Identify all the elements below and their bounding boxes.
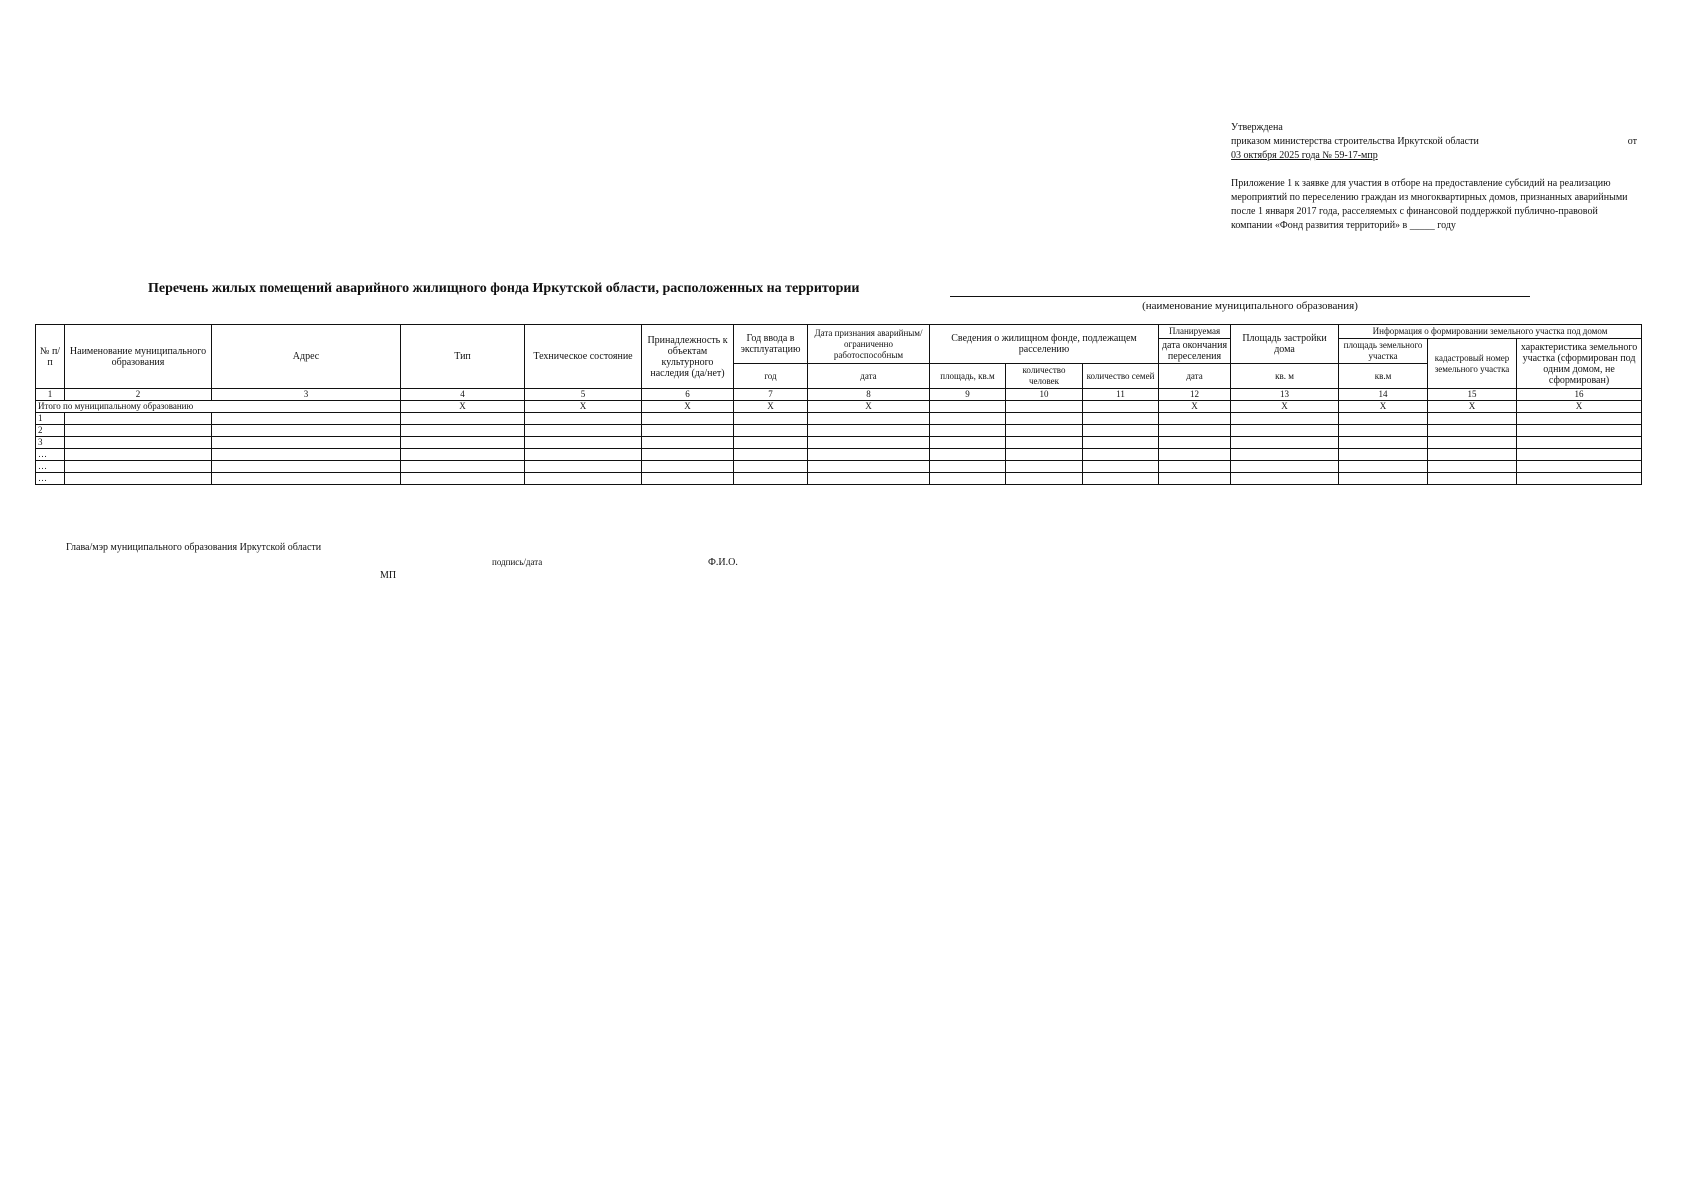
table-cell <box>808 473 930 485</box>
table-cell <box>1339 473 1428 485</box>
table-cell <box>930 449 1006 461</box>
header-mun-name: Наименование муниципального образования <box>65 325 212 389</box>
table-cell <box>734 425 808 437</box>
total-label: Итого по муниципальному образованию <box>36 401 401 413</box>
table-cell <box>1517 473 1642 485</box>
header-address: Адрес <box>212 325 401 389</box>
annex-text: Приложение 1 к заявке для участия в отборе на предоставление субсидий на реализацию мероприятий по переселению граждан из многоквартирных домов, признанных аварийными после 1 января 2017 года, расселяемых с финансовой поддержкой публично-правовой компании «Фонд развития территорий» в _____ году <box>1231 178 1628 231</box>
housing-register-table <box>35 324 1642 485</box>
total-cell: X <box>1339 401 1428 413</box>
table-row <box>36 473 1642 485</box>
table-cell <box>65 449 212 461</box>
table-cell <box>930 473 1006 485</box>
table-cell <box>1231 449 1339 461</box>
header-type: Тип <box>401 325 525 389</box>
table-row <box>36 425 1642 437</box>
column-number: 2 <box>65 389 212 401</box>
table-cell <box>65 413 212 425</box>
total-cell: X <box>808 401 930 413</box>
approval-line-2 <box>1231 135 1637 149</box>
table-cell <box>734 461 808 473</box>
header-land-char: характеристика земельного участка (сформирован под одним домом, не сформирован) <box>1517 339 1642 389</box>
header-sqm: кв. м <box>1231 364 1339 389</box>
row-number: … <box>36 461 65 473</box>
table-cell <box>1339 425 1428 437</box>
table-cell <box>1159 473 1231 485</box>
table-row <box>36 461 1642 473</box>
column-number: 1 <box>36 389 65 401</box>
table-cell <box>401 461 525 473</box>
table-cell <box>65 473 212 485</box>
column-number: 6 <box>642 389 734 401</box>
table-cell <box>1159 449 1231 461</box>
table-cell <box>930 413 1006 425</box>
table-cell <box>1231 461 1339 473</box>
table-cell <box>401 437 525 449</box>
table-cell <box>401 425 525 437</box>
header-year-commission: Год ввода в эксплуатацию <box>734 325 808 364</box>
table-cell <box>212 473 401 485</box>
signature-fio-label: Ф.И.О. <box>708 557 738 568</box>
table-cell <box>1006 425 1083 437</box>
header-housing-info: Сведения о жилищном фонде, подлежащем расселению <box>930 325 1159 364</box>
table-cell <box>1428 461 1517 473</box>
table-body <box>36 413 1642 485</box>
row-number: … <box>36 473 65 485</box>
signature-stamp-label: МП <box>380 570 397 581</box>
table-cell <box>642 425 734 437</box>
table-cell <box>1428 473 1517 485</box>
approval-block <box>1231 121 1637 233</box>
table-row <box>36 413 1642 425</box>
column-number: 13 <box>1231 389 1339 401</box>
header-land-area: площадь земельного участка <box>1339 339 1428 364</box>
municipality-caption: (наименование муниципального образования) <box>1142 300 1358 312</box>
column-number: 5 <box>525 389 642 401</box>
table-cell <box>525 461 642 473</box>
table-cell <box>1517 461 1642 473</box>
table-cell <box>65 461 212 473</box>
row-number: 1 <box>36 413 65 425</box>
total-cell: X <box>1159 401 1231 413</box>
column-number-row <box>36 389 1642 401</box>
total-cell <box>1006 401 1083 413</box>
table-cell <box>1517 449 1642 461</box>
table-cell <box>930 425 1006 437</box>
table-cell <box>1083 449 1159 461</box>
table-cell <box>1006 437 1083 449</box>
table-cell <box>1517 425 1642 437</box>
signature-sign-label: подпись/дата <box>492 557 543 567</box>
header-sqm-2: кв.м <box>1339 364 1428 389</box>
header-date-2: дата <box>1159 364 1231 389</box>
table-cell <box>1231 413 1339 425</box>
total-row <box>36 401 1642 413</box>
header-tech-state: Техническое состояние <box>525 325 642 389</box>
table-cell <box>1339 449 1428 461</box>
table-cell <box>930 461 1006 473</box>
table-cell <box>642 473 734 485</box>
header-planned: Планируемая <box>1159 325 1231 339</box>
approval-order-number: 03 октября 2025 года № 59-17-мпр <box>1231 150 1378 161</box>
table-cell <box>525 449 642 461</box>
header-row-1 <box>36 325 1642 339</box>
table-cell <box>212 425 401 437</box>
table-cell <box>401 449 525 461</box>
column-number: 11 <box>1083 389 1159 401</box>
total-cell <box>1083 401 1159 413</box>
total-cell: X <box>401 401 525 413</box>
table-cell <box>1159 437 1231 449</box>
header-date: дата <box>808 364 930 389</box>
table-cell <box>1159 461 1231 473</box>
header-people: количество человек <box>1006 364 1083 389</box>
row-number: 3 <box>36 437 65 449</box>
header-families: количество семей <box>1083 364 1159 389</box>
column-number: 4 <box>401 389 525 401</box>
total-cell: X <box>734 401 808 413</box>
header-cadastral: кадастровый номер земельного участка <box>1428 339 1517 389</box>
table-cell <box>525 413 642 425</box>
table-cell <box>1083 437 1159 449</box>
table-cell <box>212 449 401 461</box>
column-number: 8 <box>808 389 930 401</box>
table-cell <box>525 437 642 449</box>
table-cell <box>734 473 808 485</box>
header-heritage: Принадлежность к объектам культурного наследия (да/нет) <box>642 325 734 389</box>
header-planned-end: дата окончания переселения <box>1159 339 1231 364</box>
table-cell <box>65 437 212 449</box>
header-land-info: Информация о формировании земельного участка под домом <box>1339 325 1642 339</box>
signature-head-label: Глава/мэр муниципального образования Иркутской области <box>66 542 322 553</box>
table-cell <box>1517 437 1642 449</box>
table-cell <box>1428 425 1517 437</box>
table-cell <box>1339 461 1428 473</box>
table-cell <box>808 437 930 449</box>
table-cell <box>1006 461 1083 473</box>
table-cell <box>1517 413 1642 425</box>
row-number: … <box>36 449 65 461</box>
table-cell <box>1159 413 1231 425</box>
header-date-recognition: Дата признания аварийным/ограниченно работоспособным <box>808 325 930 364</box>
table-cell <box>808 461 930 473</box>
table-cell <box>1428 449 1517 461</box>
table-cell <box>1083 413 1159 425</box>
table-cell <box>1083 473 1159 485</box>
table-cell <box>642 413 734 425</box>
table-cell <box>212 461 401 473</box>
table-cell <box>1339 413 1428 425</box>
table-cell <box>1231 473 1339 485</box>
total-cell: X <box>1517 401 1642 413</box>
table-cell <box>734 413 808 425</box>
table-cell <box>1083 425 1159 437</box>
header-build-area: Площадь застройки дома <box>1231 325 1339 364</box>
table-cell <box>1428 413 1517 425</box>
table-cell <box>525 473 642 485</box>
approval-line-1: Утверждена <box>1231 122 1283 133</box>
table-cell <box>808 449 930 461</box>
header-year: год <box>734 364 808 389</box>
column-number: 3 <box>212 389 401 401</box>
table-row <box>36 437 1642 449</box>
table-cell <box>1006 413 1083 425</box>
table-cell <box>808 413 930 425</box>
table-cell <box>1006 473 1083 485</box>
table-cell <box>734 449 808 461</box>
table-cell <box>212 413 401 425</box>
header-area-sqm: площадь, кв.м <box>930 364 1006 389</box>
column-number: 15 <box>1428 389 1517 401</box>
approval-from-label: от <box>1627 136 1637 147</box>
table-cell <box>1006 449 1083 461</box>
row-number: 2 <box>36 425 65 437</box>
table-cell <box>401 413 525 425</box>
table-row <box>36 449 1642 461</box>
table-cell <box>1231 425 1339 437</box>
column-number: 12 <box>1159 389 1231 401</box>
approval-order-text: приказом министерства строительства Иркутской области <box>1231 136 1479 147</box>
column-number: 9 <box>930 389 1006 401</box>
table-cell <box>1083 461 1159 473</box>
column-number: 10 <box>1006 389 1083 401</box>
total-cell: X <box>642 401 734 413</box>
table-cell <box>808 425 930 437</box>
total-cell: X <box>1428 401 1517 413</box>
table-cell <box>212 437 401 449</box>
table-cell <box>930 437 1006 449</box>
table-cell <box>734 437 808 449</box>
document-title: Перечень жилых помещений аварийного жилищного фонда Иркутской области, расположенных на территории <box>148 281 860 296</box>
total-cell <box>930 401 1006 413</box>
municipality-blank-line <box>950 296 1530 297</box>
table-cell <box>1231 437 1339 449</box>
column-number: 16 <box>1517 389 1642 401</box>
column-number: 14 <box>1339 389 1428 401</box>
header-no: № п/п <box>36 325 65 389</box>
table-cell <box>1428 437 1517 449</box>
table-cell <box>525 425 642 437</box>
table-cell <box>642 437 734 449</box>
total-cell: X <box>525 401 642 413</box>
table-cell <box>65 425 212 437</box>
table-cell <box>1159 425 1231 437</box>
table-cell <box>401 473 525 485</box>
column-number: 7 <box>734 389 808 401</box>
table-cell <box>642 461 734 473</box>
total-cell: X <box>1231 401 1339 413</box>
table-cell <box>642 449 734 461</box>
table-cell <box>1339 437 1428 449</box>
